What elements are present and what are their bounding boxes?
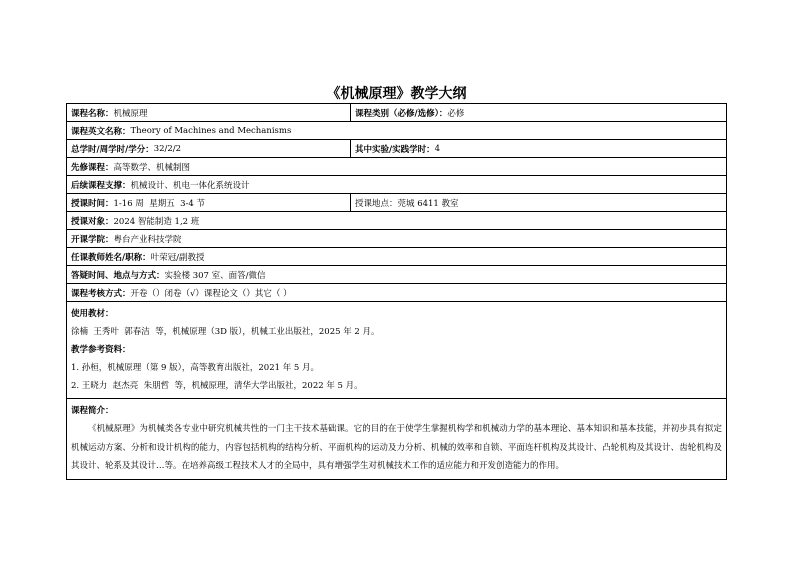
- audience-value: 2024 智能制造 1,2 班: [113, 216, 200, 227]
- textbook-value: 徐楠 王秀叶 郭春洁 等，机械原理（3D 版），机械工业出版社，2025 年 2 月。: [71, 327, 380, 337]
- lab-hours-value: 4: [434, 143, 441, 154]
- prerequisites-value: 高等数学、机械制图: [113, 162, 191, 173]
- course-type-label: 课程类别（必修/选修）：: [355, 108, 448, 119]
- textbook-label: 使用教材：: [71, 309, 114, 319]
- schedule-label: 授课时间：: [71, 198, 114, 209]
- intro-block: [67, 399, 726, 479]
- course-name-value: 机械原理: [113, 108, 148, 119]
- hours-label: 总学时/周学时/学分：: [71, 144, 154, 155]
- row-college: [67, 230, 726, 248]
- assessment-value: 开卷（）闭卷（√）课程论文（）其它（ ）: [130, 288, 292, 299]
- row-prerequisites: [67, 158, 726, 176]
- reference-item: 2. 王晓力 赵杰亮 朱朋哲 等，机械原理，清华大学出版社，2022 年 5 月。: [71, 381, 363, 391]
- schedule-value: 1-16 周 星期五 3-4 节: [113, 198, 206, 209]
- follow-up-value: 机械设计、机电一体化系统设计: [130, 180, 250, 191]
- row-teacher: [67, 248, 726, 266]
- office-hours-label: 答疑时间、地点与方式：: [71, 270, 165, 281]
- references-label: 教学参考资料：: [71, 345, 131, 355]
- course-name-label: 课程名称：: [71, 108, 114, 119]
- reference-item: 1. 孙桓，机械原理（第 9 版），高等教育出版社，2021 年 5 月。: [71, 363, 320, 373]
- prerequisites-label: 先修课程：: [71, 162, 114, 173]
- teacher-label: 任课教师姓名/职称：: [71, 252, 151, 263]
- document-title: 《机械原理》教学大纲: [326, 86, 467, 102]
- english-name-value: Theory of Machines and Mechanisms: [130, 125, 292, 136]
- college-value: 粤台产业科技学院: [113, 234, 182, 245]
- row-course-name: [67, 104, 726, 122]
- audience-label: 授课对象：: [71, 216, 114, 227]
- row-follow-up: [67, 176, 726, 194]
- row-audience: [67, 212, 726, 230]
- teacher-value: 叶荣冠/副教授: [150, 252, 205, 263]
- assessment-label: 课程考核方式：: [71, 288, 131, 299]
- college-label: 开课学院：: [71, 234, 114, 245]
- row-schedule: [67, 194, 726, 212]
- intro-text: 《机械原理》为机械类各专业中研究机械共性的一门主干技术基础课。它的目的在于使学生掌握机构学和机械动力学的基本理论、基本知识和基本技能，并初步具有拟定机械运动方案、分析和设计机构的能力，内容包括机构的结构分析、平面机构的运动及力分析、机械的效率和自锁、平面连杆机构及其设计、凸轮机构及其设计、齿轮机构及其设计、轮系及其设计…等。在培养高级工程技术人才的全局中，具有增强学生对机械技术工作的适应能力和开发创造能力的作用。: [71, 424, 722, 471]
- row-office-hours: [67, 266, 726, 284]
- intro-label: 课程简介：: [71, 406, 114, 416]
- row-hours: [67, 140, 726, 158]
- textbook-block: [67, 302, 726, 399]
- hours-value: 32/2/2: [153, 143, 182, 154]
- row-assessment: [67, 284, 726, 302]
- course-type-value: 必修: [447, 108, 465, 119]
- location-text: 授课地点：莞城 6411 教室: [355, 198, 459, 209]
- english-name-label: 课程英文名称：: [71, 126, 131, 137]
- row-english-name: [67, 122, 726, 140]
- syllabus-table: [66, 103, 727, 480]
- office-hours-value: 实验楼 307 室、面答/微信: [164, 270, 266, 281]
- follow-up-label: 后续课程支撑：: [71, 180, 131, 191]
- lab-hours-label: 其中实验/实践学时：: [355, 144, 435, 155]
